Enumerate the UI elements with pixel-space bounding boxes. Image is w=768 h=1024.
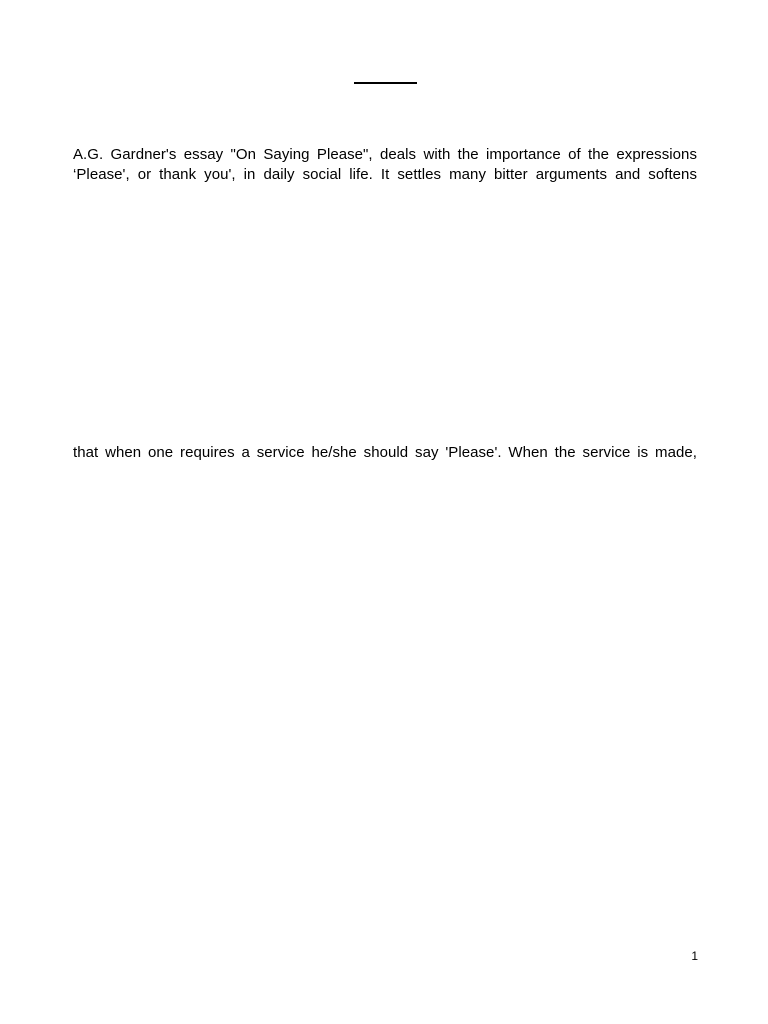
- paragraph-line-2: ‘Please', or thank you', in daily social life. It settles many bitter arguments and softens: [73, 166, 697, 183]
- title-rule-divider: [354, 82, 417, 84]
- paragraph-line-1: A.G. Gardner's essay "On Saying Please", deals with the importance of the expressions: [73, 146, 697, 163]
- page-number: 1: [691, 949, 698, 963]
- paragraph-line-3: that when one requires a service he/she should say 'Please'. When the service is made,: [73, 444, 697, 461]
